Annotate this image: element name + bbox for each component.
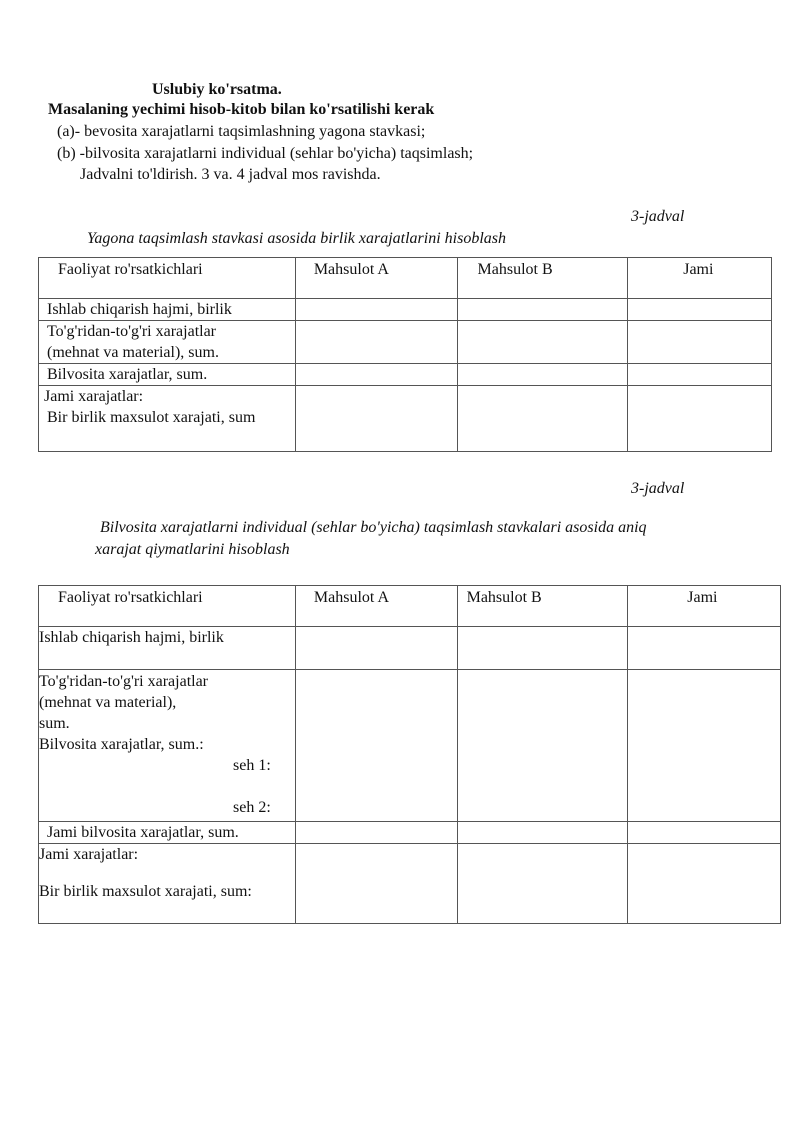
table-cell xyxy=(457,364,628,386)
table1-row-label xyxy=(39,321,296,364)
table1-caption: Yagona taqsimlash stavkasi asosida birlik xarajatlarini hisoblash xyxy=(87,230,507,247)
table1-header-cell xyxy=(39,258,296,299)
table1 xyxy=(38,257,772,452)
row-label-text: Ishlab chiqarish hajmi, birlik xyxy=(47,301,232,318)
header-label: Faoliyat ro'rsatkichlari xyxy=(58,589,203,606)
table-row xyxy=(39,364,772,386)
table2-header-row xyxy=(39,586,781,627)
table1-header-cell xyxy=(628,258,772,299)
header-label: Jami xyxy=(687,589,718,606)
table-cell xyxy=(457,627,628,670)
table1-row-label xyxy=(39,299,296,321)
document-subtitle: Masalaning yechimi hisob-kitob bilan ko'rsatilishi kerak xyxy=(48,101,435,118)
row-label-text: Bir birlik maxsulot xarajati, sum xyxy=(47,409,256,426)
table2-header-cell xyxy=(457,586,628,627)
table-cell xyxy=(295,386,457,452)
table2-header-cell xyxy=(295,586,457,627)
table1-header-cell xyxy=(457,258,628,299)
table-cell xyxy=(628,321,772,364)
header-label: Mahsulot B xyxy=(477,261,553,278)
table-cell xyxy=(295,822,457,844)
header-label: Faoliyat ro'rsatkichlari xyxy=(58,261,203,278)
table-cell xyxy=(457,844,628,924)
row-label-text: sum. xyxy=(39,715,70,732)
row-label-text: (mehnat va material), sum. xyxy=(47,344,219,361)
header-label: Jami xyxy=(683,261,714,278)
header-label: Mahsulot B xyxy=(466,589,542,606)
header-label: Mahsulot A xyxy=(313,589,390,606)
row-label-text: (mehnat va material), xyxy=(39,694,177,711)
header-label: Mahsulot A xyxy=(313,261,389,278)
table-row xyxy=(39,822,781,844)
instruction-item-b: (b) -bilvosita xarajatlarni individual (sehlar bo'yicha) taqsimlash; xyxy=(57,145,474,162)
table-row xyxy=(39,299,772,321)
table-row xyxy=(39,321,772,364)
table-cell xyxy=(628,822,781,844)
table-row xyxy=(39,386,772,452)
row-label-text: Bir birlik maxsulot xarajati, sum: xyxy=(39,883,252,900)
table-cell xyxy=(295,670,457,822)
instruction-item-a: (a)- bevosita xarajatlarni taqsimlashning yagona stavkasi; xyxy=(57,123,426,140)
table-cell xyxy=(628,299,772,321)
table-cell xyxy=(628,386,772,452)
table2-row-label xyxy=(39,844,296,924)
table-cell xyxy=(295,321,457,364)
table-row xyxy=(39,670,781,822)
table1-header-cell xyxy=(295,258,457,299)
instruction-text: Jadvalni to'ldirish. 3 va. 4 jadval mos ravishda. xyxy=(80,166,381,183)
table1-row-label xyxy=(39,364,296,386)
table-cell xyxy=(457,670,628,822)
table-cell xyxy=(628,670,781,822)
row-label-text: Jami bilvosita xarajatlar, sum. xyxy=(47,824,239,841)
row-label-text: Ishlab chiqarish hajmi, birlik xyxy=(39,629,224,646)
table-cell xyxy=(295,627,457,670)
table-cell xyxy=(628,627,781,670)
table2-number-label: 3-jadval xyxy=(631,480,685,497)
table-cell xyxy=(295,299,457,321)
table1-number-label: 3-jadval xyxy=(631,208,685,225)
table2-row-label xyxy=(39,670,296,822)
table2-row-label xyxy=(39,822,296,844)
table-cell xyxy=(457,386,628,452)
table-row xyxy=(39,844,781,924)
row-label-text: seh 2: xyxy=(233,799,271,816)
table-cell xyxy=(457,822,628,844)
table1-header-row xyxy=(39,258,772,299)
table-cell xyxy=(457,321,628,364)
row-label-text: To'g'ridan-to'g'ri xarajatlar xyxy=(39,673,209,690)
row-label-text: Jami xarajatlar: xyxy=(44,388,144,405)
table1-row-label xyxy=(39,386,296,452)
table-row xyxy=(39,627,781,670)
row-label-text: To'g'ridan-to'g'ri xarajatlar xyxy=(47,323,217,340)
document-title: Uslubiy ko'rsatma. xyxy=(152,81,282,98)
table-cell xyxy=(457,299,628,321)
table-cell xyxy=(628,364,772,386)
row-label-text: Bilvosita xarajatlar, sum.: xyxy=(39,736,204,753)
row-label-text: seh 1: xyxy=(233,757,271,774)
table2-row-label xyxy=(39,627,296,670)
table2 xyxy=(38,585,781,924)
table2-caption-line2: xarajat qiymatlarini hisoblash xyxy=(95,541,290,558)
table-cell xyxy=(295,364,457,386)
table-cell xyxy=(295,844,457,924)
table2-header-cell xyxy=(39,586,296,627)
table-cell xyxy=(628,844,781,924)
row-label-text: Jami xarajatlar: xyxy=(39,846,139,863)
table2-caption-line1: Bilvosita xarajatlarni individual (sehlar bo'yicha) taqsimlash stavkalari asosida aniq xyxy=(100,519,647,536)
row-label-text: Bilvosita xarajatlar, sum. xyxy=(47,366,208,383)
table2-header-cell xyxy=(628,586,781,627)
